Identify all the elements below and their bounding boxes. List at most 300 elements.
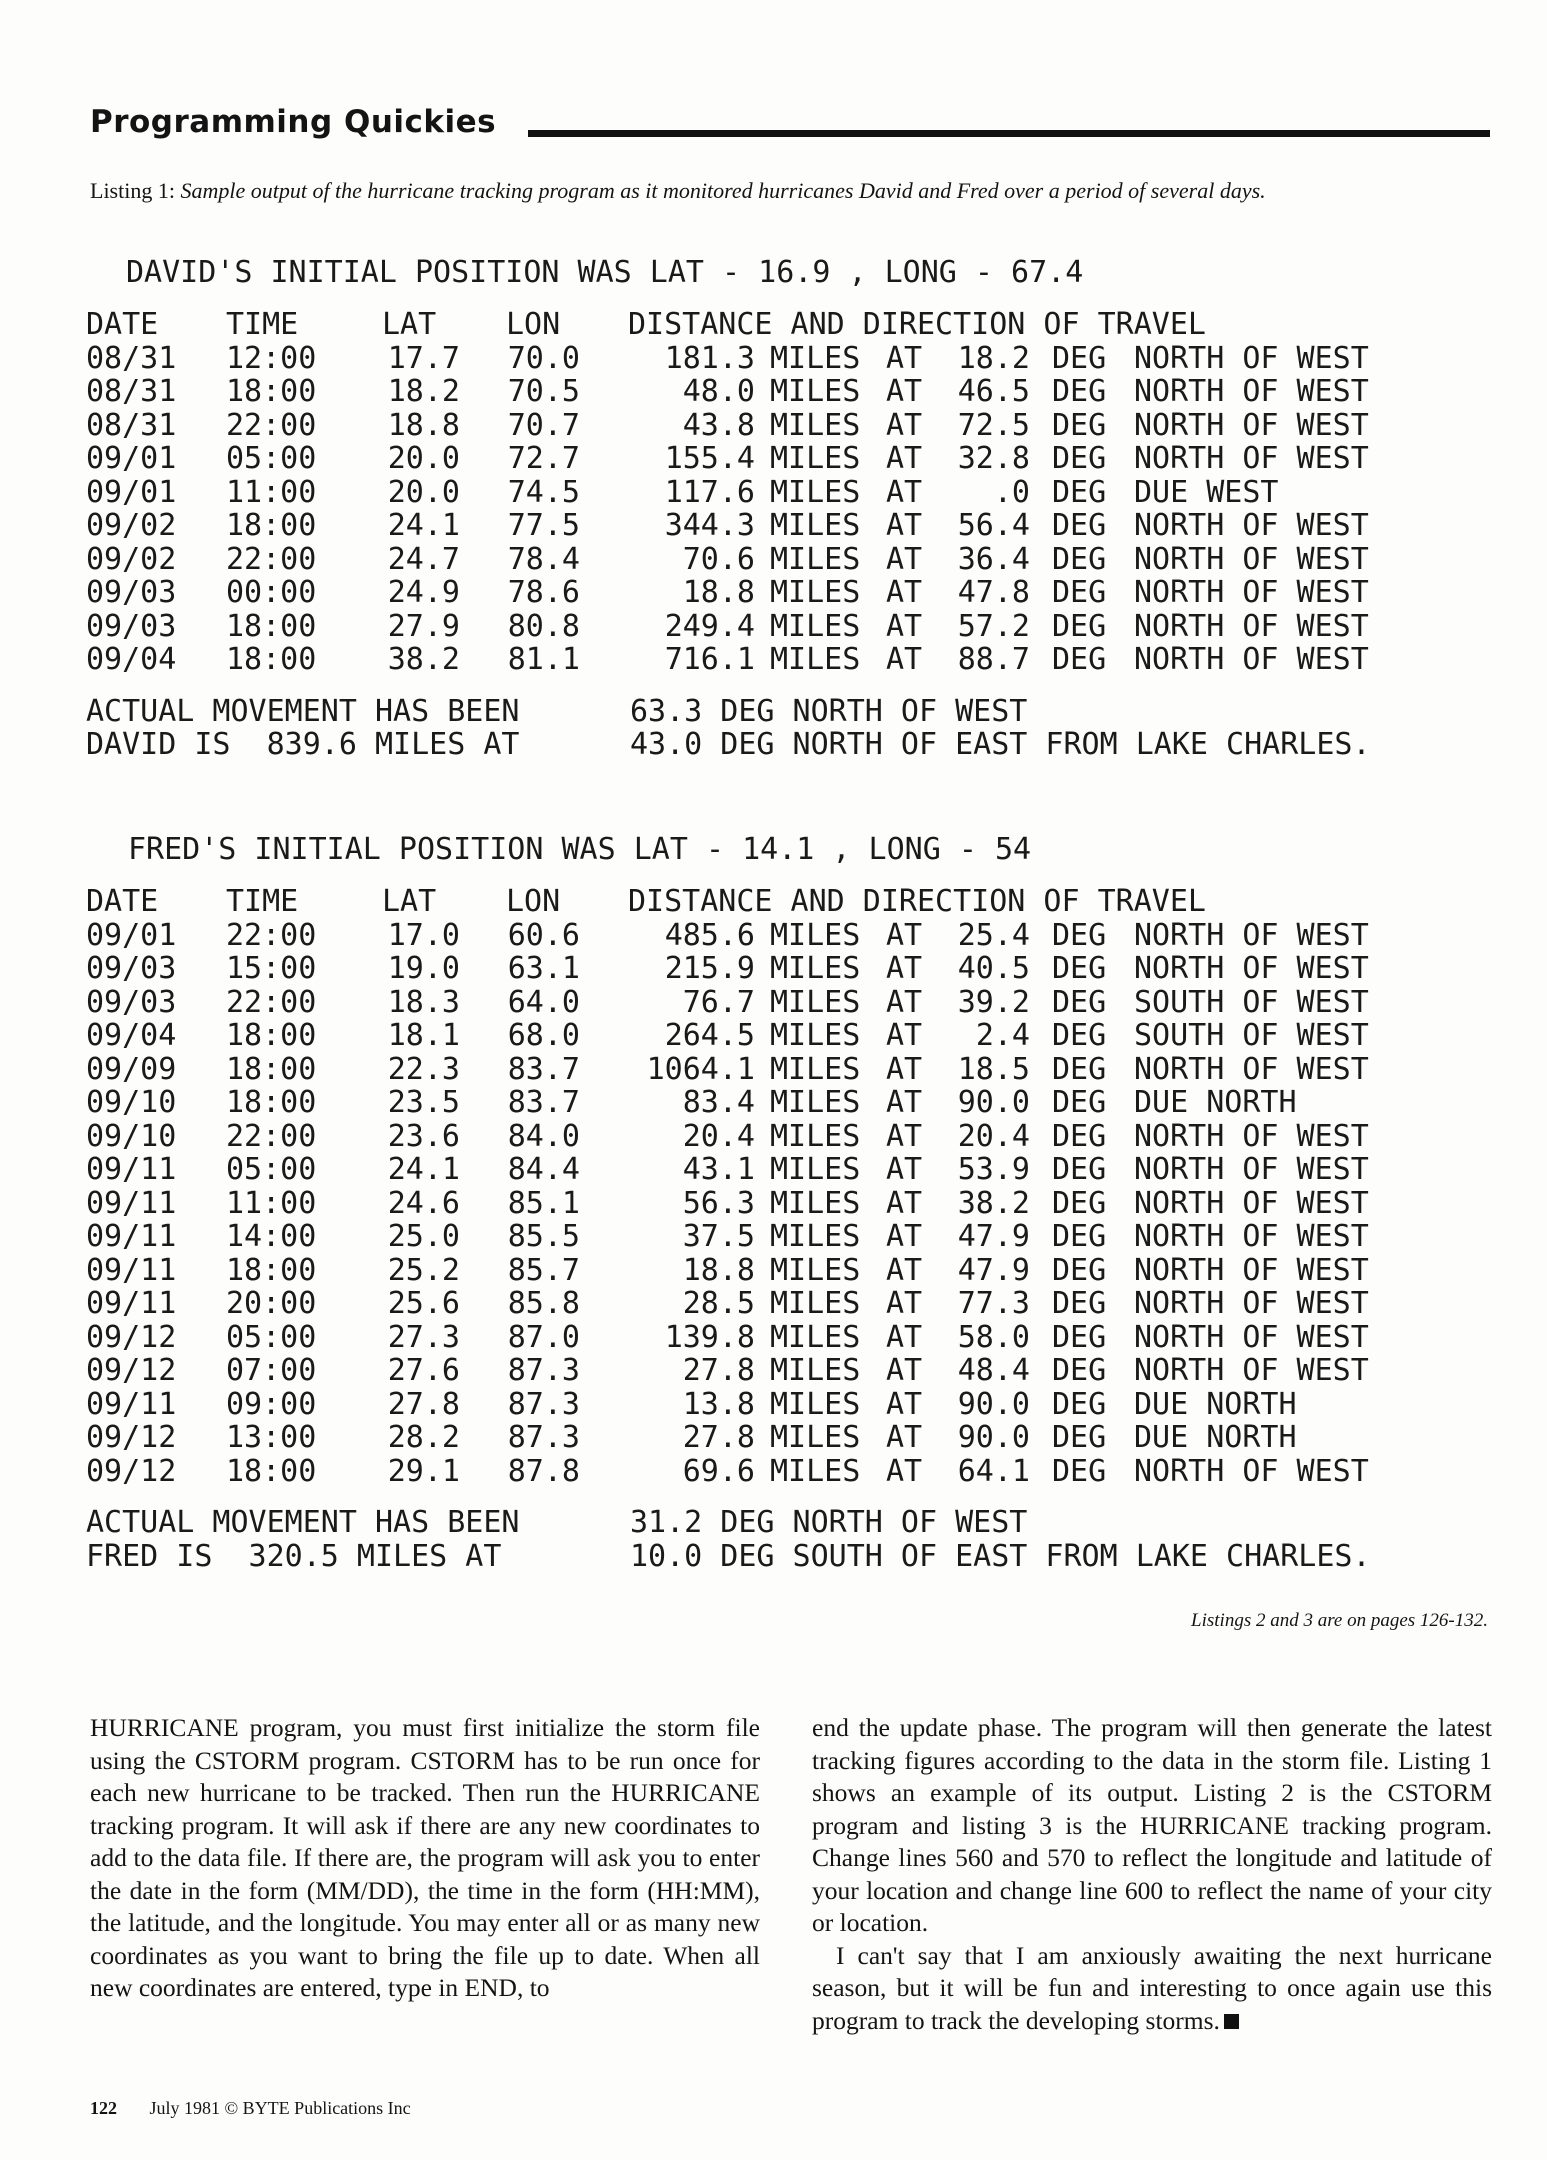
track-cell: 83.7: [507, 1085, 580, 1120]
track-cell: 38.2: [387, 642, 460, 677]
track-cell: AT: [886, 1085, 923, 1120]
track-cell: 27.9: [387, 608, 460, 644]
track-cell: AT: [886, 608, 923, 644]
track-cell: 90.0: [957, 1420, 1030, 1455]
fred-track-row: [0, 1086, 1547, 1120]
track-cell: 48.0: [682, 374, 755, 409]
track-cell: NORTH OF WEST: [1134, 1252, 1369, 1288]
david-track-row: [0, 342, 1547, 376]
track-cell: 18:00: [226, 374, 317, 409]
track-cell: MILES: [770, 508, 861, 543]
track-cell: 80.8: [507, 608, 580, 644]
fred-track-row: [0, 986, 1547, 1020]
fred-distance-summary: [0, 1540, 1547, 1574]
distance-summary-label: DAVID IS 839.6 MILES AT: [86, 727, 520, 762]
track-cell: 13:00: [226, 1420, 317, 1455]
track-cell: 2.4: [975, 1018, 1030, 1053]
track-cell: 29.1: [387, 1453, 460, 1489]
column-header: DISTANCE AND DIRECTION OF TRAVEL: [628, 884, 1206, 919]
track-cell: 11:00: [226, 474, 317, 510]
body-paragraph: HURRICANE program, you must first initialize the storm file using the CSTORM program. CSTORM has to be run once for each new hurricane to be tracked. Then run the HURRICANE tracking program. It will ask if there are any new coordinates to add to the data file. If there are, the program will ask you to enter the date in the form (MM/DD), the time in the form (HH:MM), the latitude, and the longitude. You may enter all or as many new coordinates as you want to bring the file up to date. When all new coordinates are entered, type in END, to: [90, 1713, 760, 2002]
track-cell: 09/03: [86, 951, 177, 986]
track-cell: AT: [886, 1018, 923, 1053]
track-cell: AT: [886, 1051, 923, 1087]
track-cell: 25.0: [387, 1219, 460, 1254]
track-cell: 215.9: [664, 951, 755, 986]
track-cell: 18.1: [387, 1018, 460, 1053]
body-paragraph: [812, 1940, 1492, 2038]
track-cell: 12:00: [226, 340, 317, 376]
track-cell: 249.4: [664, 608, 755, 644]
track-cell: 38.2: [957, 1185, 1030, 1221]
track-cell: 77.5: [507, 508, 580, 543]
track-cell: MILES: [770, 642, 861, 677]
track-cell: DEG: [1052, 441, 1107, 476]
track-cell: MILES: [770, 951, 861, 986]
track-cell: MILES: [770, 1185, 861, 1221]
body-column-left: [90, 1712, 760, 2005]
caption-label: Listing 1:: [90, 178, 175, 203]
track-cell: 81.1: [507, 642, 580, 677]
track-cell: MILES: [770, 917, 861, 953]
fred-track-row: [0, 919, 1547, 953]
track-cell: 87.3: [507, 1386, 580, 1422]
track-cell: 716.1: [664, 642, 755, 677]
track-cell: 36.4: [957, 541, 1030, 577]
track-cell: 18:00: [226, 1085, 317, 1120]
initial-position-text: FRED'S INITIAL POSITION WAS LAT - 14.1 , LONG - 54: [128, 832, 1032, 867]
track-cell: AT: [886, 1219, 923, 1254]
track-cell: 00:00: [226, 575, 317, 610]
actual-movement-value: 31.2 DEG NORTH OF WEST: [630, 1505, 1028, 1540]
track-cell: NORTH OF WEST: [1134, 608, 1369, 644]
track-cell: 27.8: [682, 1353, 755, 1388]
column-header: LAT: [382, 307, 437, 342]
track-cell: 25.2: [387, 1252, 460, 1288]
track-cell: 139.8: [664, 1319, 755, 1355]
track-cell: MILES: [770, 1219, 861, 1254]
track-cell: 70.7: [507, 407, 580, 443]
track-cell: 11:00: [226, 1185, 317, 1221]
track-cell: 83.4: [682, 1085, 755, 1120]
fred-track-row: [0, 1388, 1547, 1422]
track-cell: 09/01: [86, 917, 177, 953]
track-cell: 09/12: [86, 1319, 177, 1355]
track-cell: 87.0: [507, 1319, 580, 1355]
track-cell: DEG: [1052, 608, 1107, 644]
track-cell: 20.4: [682, 1118, 755, 1154]
section-header: [90, 104, 1490, 144]
page-footer: [90, 2098, 411, 2119]
track-cell: NORTH OF WEST: [1134, 374, 1369, 409]
track-cell: AT: [886, 575, 923, 610]
track-cell: DEG: [1052, 1286, 1107, 1321]
track-cell: 60.6: [507, 917, 580, 953]
track-cell: NORTH OF WEST: [1134, 1353, 1369, 1388]
track-cell: AT: [886, 642, 923, 677]
track-cell: 90.0: [957, 1085, 1030, 1120]
column-header: DATE: [86, 307, 159, 342]
column-header: LAT: [382, 884, 437, 919]
track-cell: AT: [886, 1420, 923, 1455]
footer-publication: July 1981 © BYTE Publications Inc: [149, 2098, 411, 2118]
track-cell: DEG: [1052, 1453, 1107, 1489]
track-cell: 09/10: [86, 1085, 177, 1120]
track-cell: 09/04: [86, 1018, 177, 1053]
track-cell: 24.6: [387, 1185, 460, 1221]
header-rule: [528, 130, 1490, 137]
track-cell: 07:00: [226, 1353, 317, 1388]
track-cell: 43.1: [682, 1152, 755, 1187]
track-cell: MILES: [770, 1319, 861, 1355]
track-cell: DEG: [1052, 1018, 1107, 1053]
track-cell: 70.0: [507, 340, 580, 376]
track-cell: DEG: [1052, 1219, 1107, 1254]
fred-track-row: [0, 1053, 1547, 1087]
fred-track-row: [0, 1120, 1547, 1154]
listing-caption: [90, 178, 1510, 204]
track-cell: DEG: [1052, 508, 1107, 543]
column-header-row: [0, 308, 1547, 342]
track-cell: MILES: [770, 575, 861, 610]
track-cell: MILES: [770, 541, 861, 577]
track-cell: 09/09: [86, 1051, 177, 1087]
fred-actual-movement: [0, 1506, 1547, 1540]
track-cell: NORTH OF WEST: [1134, 541, 1369, 577]
track-cell: 09/03: [86, 575, 177, 610]
track-cell: MILES: [770, 984, 861, 1020]
track-cell: 37.5: [682, 1219, 755, 1254]
track-cell: 18:00: [226, 642, 317, 677]
track-cell: MILES: [770, 340, 861, 376]
track-cell: DEG: [1052, 1386, 1107, 1422]
track-cell: 24.7: [387, 541, 460, 577]
track-cell: NORTH OF WEST: [1134, 1118, 1369, 1154]
track-cell: 25.4: [957, 917, 1030, 953]
track-cell: AT: [886, 541, 923, 577]
track-cell: 08/31: [86, 340, 177, 376]
initial-position-text: DAVID'S INITIAL POSITION WAS LAT - 16.9 , LONG - 67.4: [126, 255, 1084, 290]
column-header-row: [0, 885, 1547, 919]
track-cell: 22:00: [226, 407, 317, 443]
track-cell: MILES: [770, 474, 861, 510]
track-cell: 22.3: [387, 1051, 460, 1087]
track-cell: MILES: [770, 407, 861, 443]
track-cell: 117.6: [664, 474, 755, 510]
track-cell: 155.4: [664, 441, 755, 476]
track-cell: 25.6: [387, 1286, 460, 1321]
track-cell: 27.8: [682, 1420, 755, 1455]
track-cell: NORTH OF WEST: [1134, 951, 1369, 986]
track-cell: 09/03: [86, 608, 177, 644]
track-cell: 18.8: [682, 575, 755, 610]
track-cell: 64.0: [507, 984, 580, 1020]
track-cell: DEG: [1052, 340, 1107, 376]
track-cell: 85.7: [507, 1252, 580, 1288]
track-cell: 72.5: [957, 407, 1030, 443]
track-cell: 08/31: [86, 407, 177, 443]
track-cell: 64.1: [957, 1453, 1030, 1489]
fred-initial-position: [0, 833, 1547, 867]
fred-track-row: [0, 1220, 1547, 1254]
track-cell: 18:00: [226, 1252, 317, 1288]
track-cell: 78.6: [507, 575, 580, 610]
track-cell: 24.1: [387, 508, 460, 543]
track-cell: DEG: [1052, 951, 1107, 986]
track-cell: MILES: [770, 1118, 861, 1154]
track-cell: 84.0: [507, 1118, 580, 1154]
fred-track-row: [0, 1187, 1547, 1221]
track-cell: DEG: [1052, 1252, 1107, 1288]
track-cell: MILES: [770, 608, 861, 644]
track-cell: MILES: [770, 1252, 861, 1288]
david-track-row: [0, 476, 1547, 510]
fred-track-row: [0, 1421, 1547, 1455]
track-cell: NORTH OF WEST: [1134, 441, 1369, 476]
track-cell: MILES: [770, 1152, 861, 1187]
track-cell: AT: [886, 1353, 923, 1388]
track-cell: 05:00: [226, 1319, 317, 1355]
track-cell: 09/01: [86, 474, 177, 510]
track-cell: 43.8: [682, 407, 755, 443]
actual-movement-value: 63.3 DEG NORTH OF WEST: [630, 693, 1028, 729]
listings-reference-note: Listings 2 and 3 are on pages 126-132.: [1191, 1610, 1488, 1631]
track-cell: 18.3: [387, 984, 460, 1020]
track-cell: MILES: [770, 1286, 861, 1321]
track-cell: 68.0: [507, 1018, 580, 1053]
track-cell: 05:00: [226, 1152, 317, 1187]
track-cell: 22:00: [226, 541, 317, 577]
track-cell: DEG: [1052, 374, 1107, 409]
track-cell: 09/12: [86, 1353, 177, 1388]
track-cell: 88.7: [957, 642, 1030, 677]
track-cell: AT: [886, 1252, 923, 1288]
track-cell: MILES: [770, 1051, 861, 1087]
track-cell: 344.3: [664, 508, 755, 543]
track-cell: 485.6: [664, 917, 755, 953]
track-cell: SOUTH OF WEST: [1134, 1018, 1369, 1053]
distance-summary-value: 10.0 DEG SOUTH OF EAST FROM LAKE CHARLES.: [630, 1538, 1371, 1574]
track-cell: 05:00: [226, 441, 317, 476]
track-cell: 47.9: [957, 1219, 1030, 1254]
track-cell: 23.6: [387, 1118, 460, 1154]
caption-text: Sample output of the hurricane tracking program as it monitored hurricanes David and Fred over a period of several days.: [180, 178, 1266, 203]
track-cell: 85.1: [507, 1185, 580, 1221]
track-cell: 23.5: [387, 1085, 460, 1120]
david-track-row: [0, 610, 1547, 644]
track-cell: 181.3: [664, 340, 755, 376]
track-cell: MILES: [770, 1353, 861, 1388]
page-number: 122: [90, 2098, 117, 2118]
fred-track-row: [0, 1455, 1547, 1489]
column-header: DATE: [86, 884, 159, 919]
track-cell: 57.2: [957, 608, 1030, 644]
track-cell: 09/02: [86, 541, 177, 577]
track-cell: 24.9: [387, 575, 460, 610]
track-cell: 18.8: [682, 1252, 755, 1288]
end-mark-icon: [1224, 2014, 1239, 2029]
track-cell: AT: [886, 1453, 923, 1489]
track-cell: 28.5: [682, 1286, 755, 1321]
fred-track-row: [0, 952, 1547, 986]
track-cell: 77.3: [957, 1286, 1030, 1321]
track-cell: 09/01: [86, 441, 177, 476]
track-cell: AT: [886, 951, 923, 986]
track-cell: DEG: [1052, 541, 1107, 577]
track-cell: 90.0: [957, 1386, 1030, 1422]
fred-track-row: [0, 1019, 1547, 1053]
column-header: TIME: [226, 307, 299, 342]
track-cell: 24.1: [387, 1152, 460, 1187]
track-cell: 09/12: [86, 1453, 177, 1489]
track-cell: DUE WEST: [1134, 474, 1279, 510]
david-track-row: [0, 543, 1547, 577]
track-cell: 40.5: [957, 951, 1030, 986]
track-cell: MILES: [770, 1018, 861, 1053]
david-track-row: [0, 375, 1547, 409]
track-cell: NORTH OF WEST: [1134, 508, 1369, 543]
fred-track-row: [0, 1153, 1547, 1187]
track-cell: 20.0: [387, 474, 460, 510]
track-cell: 39.2: [957, 984, 1030, 1020]
track-cell: 18.2: [387, 374, 460, 409]
track-cell: 27.3: [387, 1319, 460, 1355]
track-cell: 28.2: [387, 1420, 460, 1455]
track-cell: 18:00: [226, 508, 317, 543]
track-cell: 22:00: [226, 1118, 317, 1154]
track-cell: 09/11: [86, 1185, 177, 1221]
track-cell: DEG: [1052, 407, 1107, 443]
track-cell: NORTH OF WEST: [1134, 1319, 1369, 1355]
track-cell: 56.3: [682, 1185, 755, 1221]
track-cell: 74.5: [507, 474, 580, 510]
david-track-row: [0, 409, 1547, 443]
track-cell: DEG: [1052, 642, 1107, 677]
track-cell: 18:00: [226, 1453, 317, 1489]
track-cell: 87.3: [507, 1353, 580, 1388]
track-cell: 09/11: [86, 1152, 177, 1187]
track-cell: AT: [886, 1185, 923, 1221]
track-cell: DEG: [1052, 474, 1107, 510]
distance-summary-value: 43.0 DEG NORTH OF EAST FROM LAKE CHARLES.: [630, 727, 1371, 762]
track-cell: 09/12: [86, 1420, 177, 1455]
fred-track-row: [0, 1287, 1547, 1321]
track-cell: 69.6: [682, 1453, 755, 1489]
track-cell: DEG: [1052, 1185, 1107, 1221]
column-header: TIME: [226, 884, 299, 919]
column-header: LON: [506, 884, 561, 919]
fred-track-row: [0, 1254, 1547, 1288]
track-cell: DEG: [1052, 984, 1107, 1020]
section-title: Programming Quickies: [90, 104, 497, 140]
track-cell: AT: [886, 474, 923, 510]
track-cell: 18.5: [957, 1051, 1030, 1087]
actual-movement-label: ACTUAL MOVEMENT HAS BEEN: [86, 693, 520, 729]
track-cell: 18:00: [226, 608, 317, 644]
track-cell: NORTH OF WEST: [1134, 642, 1369, 677]
track-cell: DEG: [1052, 1353, 1107, 1388]
body-paragraph: end the update phase. The program will then generate the latest tracking figures according to the data in the storm file. Listing 1 shows an example of its output. Listing 2 is the CSTORM program and listing 3 is the HURRICANE tracking program. Change lines 560 and 570 to reflect the longitude and latitude of your location and change line 600 to reflect the name of your city or location.: [812, 1713, 1492, 1937]
track-cell: 09/03: [86, 984, 177, 1020]
track-cell: 48.4: [957, 1353, 1030, 1388]
track-cell: 18.2: [957, 340, 1030, 376]
track-cell: 09/02: [86, 508, 177, 543]
column-header: LON: [506, 307, 561, 342]
david-track-row: [0, 576, 1547, 610]
track-cell: 46.5: [957, 374, 1030, 409]
fred-track-row: [0, 1321, 1547, 1355]
track-cell: AT: [886, 441, 923, 476]
track-cell: 78.4: [507, 541, 580, 577]
track-cell: AT: [886, 1152, 923, 1187]
track-cell: AT: [886, 984, 923, 1020]
track-cell: 87.3: [507, 1420, 580, 1455]
track-cell: DEG: [1052, 1051, 1107, 1087]
track-cell: 14:00: [226, 1219, 317, 1254]
track-cell: 85.5: [507, 1219, 580, 1254]
track-cell: DEG: [1052, 1118, 1107, 1154]
track-cell: 17.0: [387, 917, 460, 953]
track-cell: 47.8: [957, 575, 1030, 610]
track-cell: NORTH OF WEST: [1134, 340, 1369, 376]
track-cell: 09/11: [86, 1286, 177, 1321]
david-distance-summary: [0, 728, 1547, 762]
track-cell: MILES: [770, 1386, 861, 1422]
track-cell: NORTH OF WEST: [1134, 407, 1369, 443]
track-cell: DEG: [1052, 917, 1107, 953]
track-cell: AT: [886, 407, 923, 443]
track-cell: AT: [886, 508, 923, 543]
track-cell: DUE NORTH: [1134, 1386, 1297, 1422]
track-cell: 09:00: [226, 1386, 317, 1422]
track-cell: 09/10: [86, 1118, 177, 1154]
track-cell: 09/11: [86, 1219, 177, 1254]
closing-paragraph-text: I can't say that I am anxiously awaiting the next hurricane season, but it will be fun and interesting to once again use this program to track the developing storms.: [812, 1940, 1492, 2035]
track-cell: SOUTH OF WEST: [1134, 984, 1369, 1020]
track-cell: NORTH OF WEST: [1134, 1051, 1369, 1087]
track-cell: 27.6: [387, 1353, 460, 1388]
track-cell: AT: [886, 340, 923, 376]
track-cell: 53.9: [957, 1152, 1030, 1187]
track-cell: 27.8: [387, 1386, 460, 1422]
track-cell: 85.8: [507, 1286, 580, 1321]
track-cell: AT: [886, 1118, 923, 1154]
track-cell: 09/04: [86, 642, 177, 677]
track-cell: MILES: [770, 1420, 861, 1455]
track-cell: 32.8: [957, 441, 1030, 476]
track-cell: NORTH OF WEST: [1134, 1152, 1369, 1187]
track-cell: MILES: [770, 374, 861, 409]
track-cell: NORTH OF WEST: [1134, 575, 1369, 610]
track-cell: 1064.1: [646, 1051, 755, 1087]
track-cell: 264.5: [664, 1018, 755, 1053]
track-cell: NORTH OF WEST: [1134, 1453, 1369, 1489]
actual-movement-label: ACTUAL MOVEMENT HAS BEEN: [86, 1505, 520, 1540]
track-cell: AT: [886, 1319, 923, 1355]
track-cell: NORTH OF WEST: [1134, 1185, 1369, 1221]
track-cell: DEG: [1052, 1420, 1107, 1455]
track-cell: DEG: [1052, 1085, 1107, 1120]
track-cell: 15:00: [226, 951, 317, 986]
track-cell: 18.8: [387, 407, 460, 443]
track-cell: 20.0: [387, 441, 460, 476]
track-cell: AT: [886, 1286, 923, 1321]
track-cell: 09/11: [86, 1386, 177, 1422]
track-cell: NORTH OF WEST: [1134, 1219, 1369, 1254]
track-cell: 76.7: [682, 984, 755, 1020]
track-cell: MILES: [770, 1085, 861, 1120]
track-cell: 56.4: [957, 508, 1030, 543]
